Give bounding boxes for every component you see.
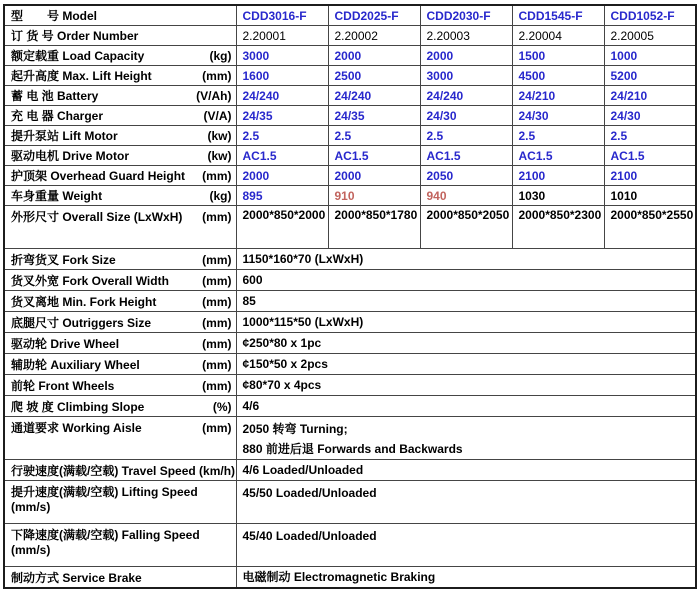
row-label-fork-overall-width	[4, 270, 236, 291]
table-row-drive-motor	[4, 146, 696, 166]
row-label-text: 下降速度(满载/空载) Falling Speed	[11, 528, 200, 542]
row-label-text: 制动方式 Service Brake	[11, 570, 142, 585]
row-label-drive-wheel	[4, 333, 236, 354]
row-unit: (mm)	[202, 210, 232, 224]
row-label-text: 额定载重 Load Capacity	[11, 49, 145, 63]
row-label-lifting-speed	[4, 481, 236, 524]
table-row-front-wheels	[4, 375, 696, 396]
row-label-weight	[4, 186, 236, 206]
cell-weight-col1: 895	[236, 186, 328, 206]
table-row-overall-size	[4, 206, 696, 249]
table-row-service-brake	[4, 567, 696, 589]
cell-charger-col4: 24/30	[512, 106, 604, 126]
cell-drive-wheel	[236, 333, 696, 354]
spec-table-body	[4, 5, 696, 588]
cell-outriggers-size	[236, 312, 696, 333]
row-label-line2: (mm/s)	[11, 500, 51, 514]
cell-working-aisle	[236, 417, 696, 460]
cell-overhead-guard-height-col2: 2000	[328, 166, 420, 186]
cell-weight-col4: 1030	[512, 186, 604, 206]
table-row-travel-speed	[4, 460, 696, 481]
cell-overhead-guard-height-col4: 2100	[512, 166, 604, 186]
cell-order-number-col1: 2.20001	[236, 26, 328, 46]
row-unit: (mm)	[202, 315, 232, 330]
cell-fork-overall-width	[236, 270, 696, 291]
row-label-text: 提升泵站 Lift Motor	[11, 129, 118, 143]
cell-lift-motor-col3: 2.5	[420, 126, 512, 146]
cell-order-number-col2: 2.20002	[328, 26, 420, 46]
row-label-text: 外形尺寸 Overall Size (LxWxH)	[11, 210, 183, 224]
cell-front-wheels	[236, 375, 696, 396]
row-label-outriggers-size	[4, 312, 236, 333]
cell-max-lift-height-col5: 5200	[604, 66, 696, 86]
table-row-charger	[4, 106, 696, 126]
cell-overhead-guard-height-col3: 2050	[420, 166, 512, 186]
cell-overall-size-col1: 2000*850*2000	[236, 206, 328, 249]
cell-fork-size	[236, 249, 696, 270]
row-unit: (kw)	[207, 129, 232, 143]
row-label-text: 辅助轮 Auxiliary Wheel	[11, 357, 140, 372]
value-line: 45/50 Loaded/Unloaded	[242, 486, 377, 500]
table-row-fork-overall-width	[4, 270, 696, 291]
row-unit: (mm)	[202, 169, 232, 183]
row-label-text: 提升速度(满载/空载) Lifting Speed	[11, 485, 198, 499]
cell-climbing-slope	[236, 396, 696, 417]
value-line: 1000*115*50 (LxWxH)	[242, 315, 364, 329]
spec-sheet	[3, 4, 697, 589]
value-line: 4/6	[242, 399, 260, 413]
row-label-service-brake	[4, 567, 236, 589]
cell-order-number-col4: 2.20004	[512, 26, 604, 46]
row-label-text: 货叉离地 Min. Fork Height	[11, 294, 157, 309]
value-line: 1150*160*70 (LxWxH)	[242, 252, 364, 266]
spec-table	[3, 4, 697, 589]
value-line: 4/6 Loaded/Unloaded	[242, 463, 364, 477]
table-row-lift-motor	[4, 126, 696, 146]
row-label-text: 蓄 电 池 Battery	[11, 89, 99, 103]
cell-travel-speed	[236, 460, 696, 481]
row-label-text: 前轮 Front Wheels	[11, 378, 115, 393]
cell-weight-col5: 1010	[604, 186, 696, 206]
table-row-model	[4, 5, 696, 26]
row-label-text: 底腿尺寸 Outriggers Size	[11, 315, 152, 330]
row-unit: (V/A)	[203, 109, 232, 123]
row-unit: (mm)	[202, 421, 232, 435]
row-label-overall-size	[4, 206, 236, 249]
row-label-text: 护顶架 Overhead Guard Height	[11, 169, 186, 183]
cell-battery-col1: 24/240	[236, 86, 328, 106]
cell-charger-col1: 24/35	[236, 106, 328, 126]
cell-drive-motor-col4: AC1.5	[512, 146, 604, 166]
table-row-lifting-speed	[4, 481, 696, 524]
table-row-drive-wheel	[4, 333, 696, 354]
row-label-lift-motor	[4, 126, 236, 146]
cell-model-col4: CDD1545-F	[512, 5, 604, 26]
row-unit: (mm)	[202, 252, 232, 267]
row-unit: (mm)	[202, 294, 232, 309]
row-label-max-lift-height	[4, 66, 236, 86]
cell-lift-motor-col5: 2.5	[604, 126, 696, 146]
row-label-model	[4, 5, 236, 26]
row-label-text: 通道要求 Working Aisle	[11, 421, 142, 435]
cell-load-capacity-col3: 2000	[420, 46, 512, 66]
table-row-load-capacity	[4, 46, 696, 66]
table-row-max-lift-height	[4, 66, 696, 86]
row-label-text: 充 电 器 Charger	[11, 109, 104, 123]
cell-order-number-col5: 2.20005	[604, 26, 696, 46]
cell-lift-motor-col2: 2.5	[328, 126, 420, 146]
row-label-travel-speed	[4, 460, 236, 481]
row-label-text: 起升高度 Max. Lift Height	[11, 69, 152, 83]
table-row-auxiliary-wheel	[4, 354, 696, 375]
cell-service-brake	[236, 567, 696, 589]
cell-charger-col2: 24/35	[328, 106, 420, 126]
cell-load-capacity-col4: 1500	[512, 46, 604, 66]
row-label-working-aisle	[4, 417, 236, 460]
row-unit: (mm)	[202, 336, 232, 351]
row-label-line2: (mm/s)	[11, 543, 51, 557]
value-line: 600	[242, 273, 263, 287]
value-line: ¢80*70 x 4pcs	[242, 378, 322, 392]
value-line: 85	[242, 294, 256, 308]
cell-battery-col2: 24/240	[328, 86, 420, 106]
cell-overall-size-col4: 2000*850*2300	[512, 206, 604, 249]
cell-max-lift-height-col3: 3000	[420, 66, 512, 86]
cell-overall-size-col3: 2000*850*2050	[420, 206, 512, 249]
row-unit: (kg)	[209, 49, 232, 63]
cell-lift-motor-col4: 2.5	[512, 126, 604, 146]
row-label-overhead-guard-height	[4, 166, 236, 186]
cell-max-lift-height-col1: 1600	[236, 66, 328, 86]
cell-load-capacity-col2: 2000	[328, 46, 420, 66]
cell-weight-col2: 910	[328, 186, 420, 206]
value-line: 电磁制动 Electromagnetic Braking	[242, 570, 436, 584]
table-row-battery	[4, 86, 696, 106]
row-label-text: 货叉外宽 Fork Overall Width	[11, 273, 169, 288]
cell-max-lift-height-col4: 4500	[512, 66, 604, 86]
cell-load-capacity-col1: 3000	[236, 46, 328, 66]
cell-lifting-speed	[236, 481, 696, 524]
row-unit: (mm)	[202, 273, 232, 288]
row-label-falling-speed	[4, 524, 236, 567]
value-line: ¢250*80 x 1pc	[242, 336, 322, 350]
row-unit: (V/Ah)	[196, 89, 232, 103]
row-label-text: 型 号 Model	[11, 9, 97, 23]
cell-model-col3: CDD2030-F	[420, 5, 512, 26]
row-label-front-wheels	[4, 375, 236, 396]
row-label-text: 驱动电机 Drive Motor	[11, 149, 130, 163]
row-unit: (mm)	[202, 357, 232, 372]
table-row-climbing-slope	[4, 396, 696, 417]
table-row-overhead-guard-height	[4, 166, 696, 186]
table-row-fork-size	[4, 249, 696, 270]
row-label-text: 行驶速度(满载/空载) Travel Speed (km/h)	[11, 463, 236, 478]
value-line: ¢150*50 x 2pcs	[242, 357, 328, 371]
table-row-order-number	[4, 26, 696, 46]
cell-falling-speed	[236, 524, 696, 567]
cell-drive-motor-col2: AC1.5	[328, 146, 420, 166]
cell-order-number-col3: 2.20003	[420, 26, 512, 46]
cell-overhead-guard-height-col1: 2000	[236, 166, 328, 186]
row-label-text: 订 货 号 Order Number	[11, 29, 139, 43]
cell-load-capacity-col5: 1000	[604, 46, 696, 66]
table-row-weight	[4, 186, 696, 206]
cell-overhead-guard-height-col5: 2100	[604, 166, 696, 186]
cell-charger-col5: 24/30	[604, 106, 696, 126]
cell-battery-col5: 24/210	[604, 86, 696, 106]
row-label-load-capacity	[4, 46, 236, 66]
row-label-battery	[4, 86, 236, 106]
cell-drive-motor-col1: AC1.5	[236, 146, 328, 166]
row-label-auxiliary-wheel	[4, 354, 236, 375]
value-line: 2050 转弯 Turning;	[242, 422, 348, 436]
cell-overall-size-col5: 2000*850*2550	[604, 206, 696, 249]
cell-charger-col3: 24/30	[420, 106, 512, 126]
cell-model-col5: CDD1052-F	[604, 5, 696, 26]
cell-drive-motor-col3: AC1.5	[420, 146, 512, 166]
cell-max-lift-height-col2: 2500	[328, 66, 420, 86]
row-label-drive-motor	[4, 146, 236, 166]
cell-drive-motor-col5: AC1.5	[604, 146, 696, 166]
cell-lift-motor-col1: 2.5	[236, 126, 328, 146]
row-label-climbing-slope	[4, 396, 236, 417]
row-label-charger	[4, 106, 236, 126]
table-row-outriggers-size	[4, 312, 696, 333]
cell-model-col2: CDD2025-F	[328, 5, 420, 26]
value-line: 45/40 Loaded/Unloaded	[242, 529, 377, 543]
row-label-min-fork-height	[4, 291, 236, 312]
cell-overall-size-col2: 2000*850*1780	[328, 206, 420, 249]
row-unit: (%)	[212, 399, 232, 414]
cell-battery-col4: 24/210	[512, 86, 604, 106]
row-label-text: 爬 坡 度 Climbing Slope	[11, 399, 145, 414]
row-unit: (mm)	[202, 69, 232, 83]
cell-battery-col3: 24/240	[420, 86, 512, 106]
row-label-order-number	[4, 26, 236, 46]
cell-min-fork-height	[236, 291, 696, 312]
row-unit: (kg)	[209, 189, 232, 203]
row-label-fork-size	[4, 249, 236, 270]
cell-weight-col3: 940	[420, 186, 512, 206]
cell-auxiliary-wheel	[236, 354, 696, 375]
cell-model-col1: CDD3016-F	[236, 5, 328, 26]
row-label-text: 车身重量 Weight	[11, 189, 103, 203]
table-row-working-aisle	[4, 417, 696, 460]
row-unit: (kw)	[207, 149, 232, 163]
value-line: 880 前进后退 Forwards and Backwards	[242, 442, 463, 456]
table-row-min-fork-height	[4, 291, 696, 312]
row-unit: (mm)	[202, 378, 232, 393]
table-row-falling-speed	[4, 524, 696, 567]
row-label-text: 折弯货叉 Fork Size	[11, 252, 116, 267]
row-label-text: 驱动轮 Drive Wheel	[11, 336, 120, 351]
